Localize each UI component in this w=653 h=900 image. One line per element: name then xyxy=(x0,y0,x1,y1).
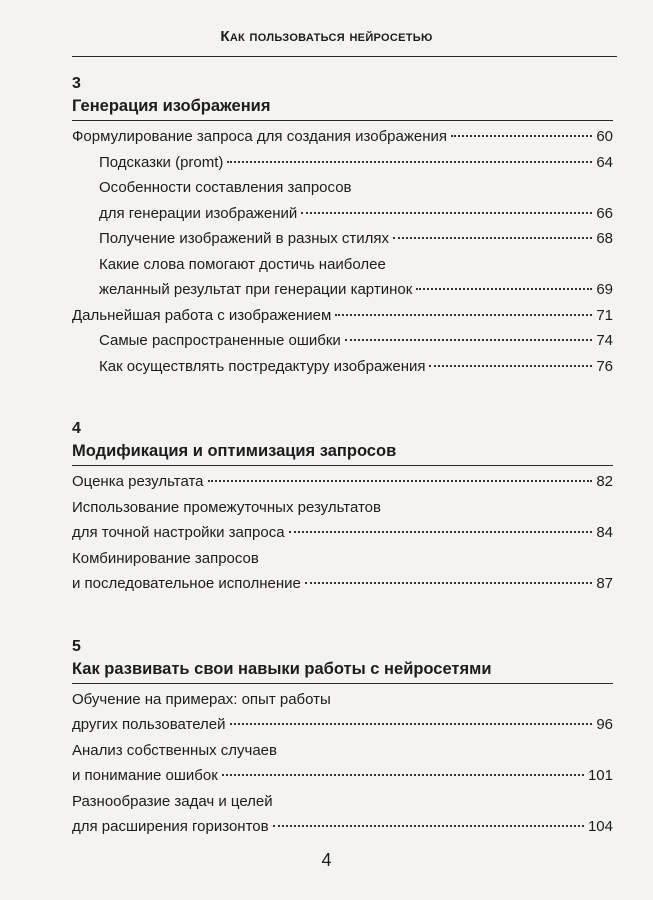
toc-entry[interactable] xyxy=(72,303,613,329)
toc-entry[interactable] xyxy=(72,201,613,227)
toc-entry-title: других пользователей xyxy=(72,716,226,733)
toc-entry[interactable] xyxy=(72,328,613,354)
toc-entry-page: 69 xyxy=(596,281,613,298)
toc-entry-title: для генерации изображений xyxy=(99,204,298,222)
toc-entry-page: 101 xyxy=(587,767,613,784)
toc-entry-page: 87 xyxy=(596,575,613,592)
toc-entry-title: Дальнейшая работа с изображением xyxy=(72,306,332,324)
section-rule xyxy=(72,465,613,466)
toc-entry[interactable] xyxy=(72,124,613,150)
dot-leader xyxy=(273,825,584,827)
toc-entry-title: Получение изображений в разных стилях xyxy=(99,230,390,247)
toc-entry-line: Анализ собственных случаев xyxy=(72,741,277,759)
table-of-contents xyxy=(72,74,613,880)
dot-leader xyxy=(222,774,584,776)
toc-entry-title: желанный результат при генерации картинок xyxy=(99,281,413,298)
section-number: 4 xyxy=(72,420,81,437)
toc-entry-line: Обучение на примерах: опыт работы xyxy=(72,690,331,708)
section-title: Модификация и оптимизация запросов xyxy=(72,442,397,460)
dot-leader xyxy=(451,135,592,137)
toc-entry[interactable] xyxy=(72,814,613,840)
toc-entry-line: Комбинирование запросов xyxy=(72,549,259,567)
toc-entry[interactable] xyxy=(72,763,613,789)
toc-entry[interactable] xyxy=(72,277,613,303)
dot-leader xyxy=(208,480,593,482)
dot-leader xyxy=(429,365,592,367)
toc-entry-page: 74 xyxy=(596,332,613,349)
toc-entry[interactable] xyxy=(72,571,613,597)
toc-entry-title: для точной настройки запроса xyxy=(72,524,285,541)
toc-entry-line: Какие слова помогают достичь наиболее xyxy=(99,255,386,273)
section-title: Генерация изображения xyxy=(72,97,271,115)
toc-entry-page: 96 xyxy=(596,716,613,733)
toc-entry-page: 68 xyxy=(596,230,613,247)
toc-entry-title: Формулирование запроса для создания изображения xyxy=(72,128,448,145)
toc-section xyxy=(72,637,613,840)
section-title: Как развивать свои навыки работы с нейросетями xyxy=(72,659,492,678)
toc-entry[interactable] xyxy=(72,150,613,176)
toc-entry-title: Самые распространенные ошибки xyxy=(99,332,341,349)
dot-leader xyxy=(230,723,593,725)
dot-leader xyxy=(335,314,592,316)
toc-section xyxy=(72,419,613,597)
dot-leader xyxy=(345,339,593,341)
toc-entry-page: 60 xyxy=(596,128,613,145)
toc-entry[interactable] xyxy=(72,712,613,738)
toc-entry[interactable] xyxy=(72,226,613,252)
toc-entry-line: Особенности составления запросов xyxy=(99,179,352,196)
toc-entry-page: 64 xyxy=(596,153,613,171)
section-rule xyxy=(72,120,613,121)
dot-leader xyxy=(393,237,592,239)
toc-entry-page: 82 xyxy=(596,473,613,490)
dot-leader xyxy=(289,531,593,533)
toc-entry-page: 76 xyxy=(596,357,613,375)
toc-entry-title: и понимание ошибок xyxy=(72,767,218,784)
toc-entry[interactable] xyxy=(72,520,613,546)
toc-section xyxy=(72,74,613,379)
toc-entry-line: Разнообразие задач и целей xyxy=(72,792,273,810)
section-number: 3 xyxy=(72,75,81,92)
section-rule xyxy=(72,683,613,684)
section-number: 5 xyxy=(72,637,81,655)
dot-leader xyxy=(305,582,592,584)
dot-leader xyxy=(227,161,592,163)
toc-entry-title: Подсказки (promt) xyxy=(99,153,224,171)
toc-entry-page: 104 xyxy=(587,818,613,835)
toc-entry-title: для расширения горизонтов xyxy=(72,818,269,835)
toc-entry-title: Как осуществлять постредактуру изображения xyxy=(99,357,426,375)
toc-entry[interactable] xyxy=(72,469,613,495)
toc-entry-page: 71 xyxy=(596,306,613,324)
toc-entry-line: Использование промежуточных результатов xyxy=(72,498,381,516)
page-number: 4 xyxy=(321,850,332,870)
toc-entry-title: Оценка результата xyxy=(72,473,204,490)
running-header: Как пользоваться нейросетью xyxy=(220,28,433,45)
dot-leader xyxy=(301,212,592,214)
toc-entry-title: и последовательное исполнение xyxy=(72,575,301,592)
toc-entry[interactable] xyxy=(72,354,613,380)
toc-entry-page: 84 xyxy=(596,524,613,541)
dot-leader xyxy=(416,288,592,290)
header-rule xyxy=(72,56,617,57)
toc-entry-page: 66 xyxy=(596,204,613,222)
